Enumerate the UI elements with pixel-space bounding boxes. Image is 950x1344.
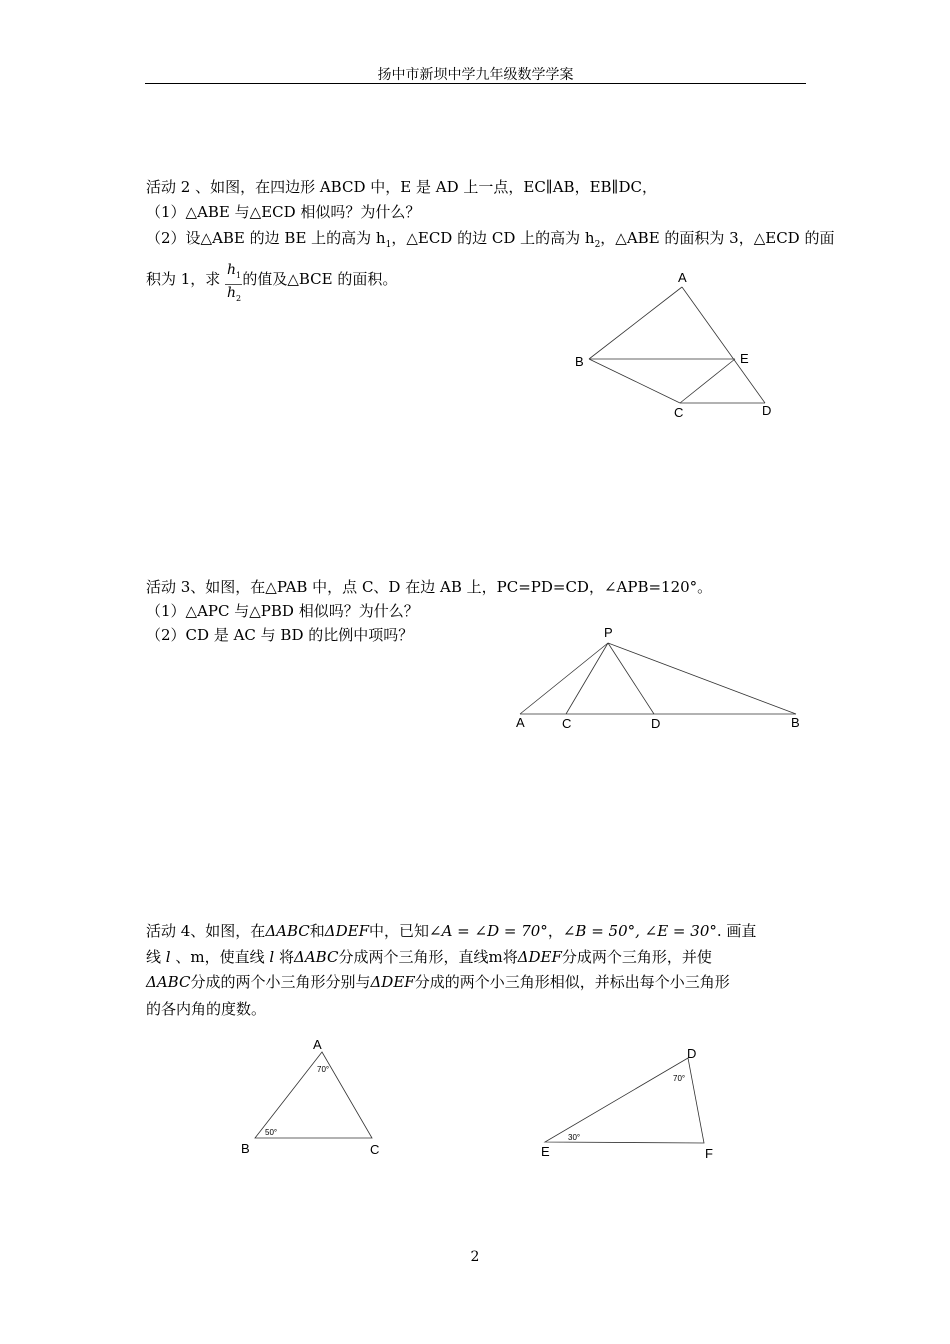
activity4-line2: 线 l 、m，使直线 l 将ΔABC分成两个三角形，直线m将ΔDEF分成两个三角形，并使 xyxy=(146,948,712,966)
segment-ab xyxy=(589,287,682,359)
fraction-numerator: $h_1$ xyxy=(227,262,242,280)
activity4-line4: 的各内角的度数。 xyxy=(146,1000,267,1018)
triangle-def xyxy=(545,1058,704,1143)
label-b: B xyxy=(791,715,800,730)
segment-pc xyxy=(566,643,608,714)
page-header: 扬中市新坝中学九年级数学学案 xyxy=(377,67,574,83)
angle-b-label: 50° xyxy=(265,1128,278,1137)
figure-triangle-def xyxy=(545,1058,704,1143)
fraction-denominator: $h_2$ xyxy=(227,285,242,303)
activity3-question1: （1）△APC 与△PBD 相似吗？为什么？ xyxy=(146,602,419,620)
label-c: C xyxy=(674,405,684,420)
angle-e-label: 30° xyxy=(568,1133,581,1142)
segment-ce xyxy=(680,359,735,403)
label-c: C xyxy=(370,1142,380,1157)
label-d: D xyxy=(762,403,772,418)
label-e: E xyxy=(740,351,749,366)
label-a: A xyxy=(313,1037,322,1052)
angle-a-label: 70° xyxy=(317,1065,330,1074)
segment-ad xyxy=(682,287,765,403)
triangle-abc xyxy=(255,1052,372,1138)
label-p: P xyxy=(604,625,613,640)
label-c: C xyxy=(562,716,572,731)
activity2-question1: （1）△ABE 与△ECD 相似吗？为什么？ xyxy=(146,203,421,221)
activity3-intro: 活动 3、如图，在△PAB 中，点 C、D 在边 AB 上，PC=PD=CD，∠APB=120°。 xyxy=(146,578,713,596)
q2-line2-start: 积为 1，求 xyxy=(146,270,221,288)
figure-triangle-abc xyxy=(255,1052,372,1138)
segment-pa xyxy=(520,643,608,714)
page-number: 2 xyxy=(470,1249,480,1265)
label-b: B xyxy=(575,354,584,369)
label-d: D xyxy=(687,1046,697,1061)
segment-bc xyxy=(589,359,680,403)
label-e: E xyxy=(541,1144,550,1159)
angle-d-label: 70° xyxy=(673,1074,686,1083)
activity3-question2: （2）CD 是 AC 与 BD 的比例中项吗？ xyxy=(146,626,414,644)
q2-sub-2: 2 xyxy=(594,240,601,250)
q2-line2-end: 的值及△BCE 的面积。 xyxy=(242,270,398,288)
activity4-line3: ΔABC分成的两个小三角形分别与ΔDEF分成的两个小三角形相似，并标出每个小三角形 xyxy=(146,973,730,991)
label-a: A xyxy=(516,715,525,730)
segment-pb xyxy=(608,643,796,714)
label-a: A xyxy=(678,270,687,285)
q2-text-3: ，△ABE 的面积为 3，△ECD 的面 xyxy=(600,229,835,247)
label-b: B xyxy=(241,1141,250,1156)
figure-triangle-pab xyxy=(520,643,796,714)
segment-pd xyxy=(608,643,654,714)
label-d: D xyxy=(651,716,661,731)
q2-text-2: ，△ECD 的边 CD 上的高为 h xyxy=(391,229,595,247)
activity4-line1: 活动 4、如图，在ΔABC和ΔDEF中，已知∠A = ∠D = 70°，∠B = 50°, ∠E = 30°. 画直 xyxy=(146,922,757,940)
q2-sub-1: 1 xyxy=(385,240,392,250)
figure-quadrilateral-abcd xyxy=(589,287,765,403)
label-f: F xyxy=(705,1146,713,1161)
activity2-intro: 活动 2 、如图，在四边形 ABCD 中，E 是 AD 上一点，EC∥AB，EB∥DC， xyxy=(146,178,657,196)
q2-text-1: （2）设△ABE 的边 BE 上的高为 h xyxy=(146,229,386,247)
